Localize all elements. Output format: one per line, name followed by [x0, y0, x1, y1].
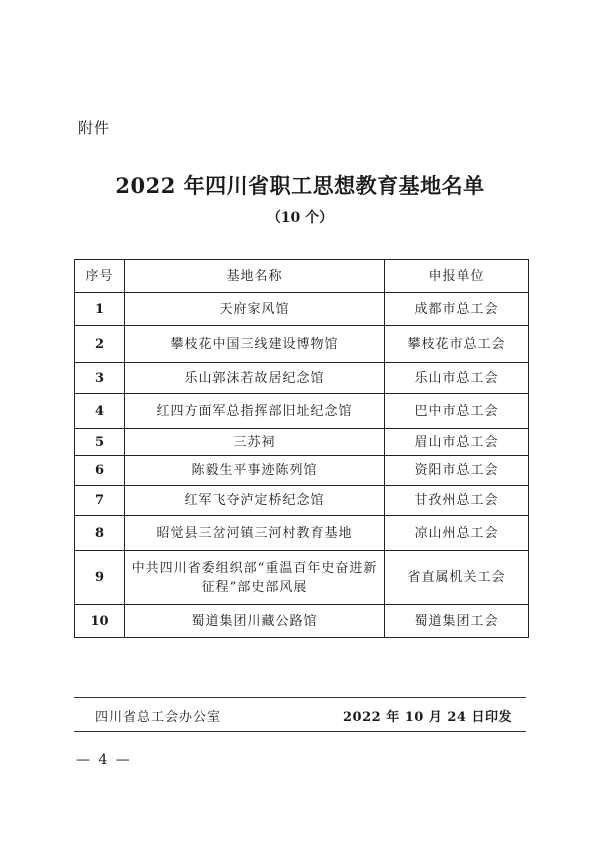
issue-date: 2022 年 10 月 24 日印发	[343, 710, 512, 725]
document-title: 2022 年四川省职工思想教育基地名单	[115, 173, 485, 198]
row-unit: 省直属机关工会	[385, 551, 529, 605]
row-base-name: 陈毅生平事迹陈列馆	[125, 456, 385, 486]
footer-bottom-rule	[74, 731, 526, 732]
table-row	[75, 516, 529, 551]
row-unit: 凉山州总工会	[385, 516, 529, 551]
row-serial: 2	[75, 326, 125, 363]
row-serial: 3	[75, 363, 125, 394]
table-row	[75, 605, 529, 638]
table-row	[75, 551, 529, 605]
row-unit: 甘孜州总工会	[385, 486, 529, 516]
row-serial: 7	[75, 486, 125, 516]
table-row	[75, 326, 529, 363]
table-row	[75, 456, 529, 486]
table-row	[75, 293, 529, 326]
row-unit: 攀枝花市总工会	[385, 326, 529, 363]
header-unit: 申报单位	[385, 260, 529, 293]
row-base-name: 攀枝花中国三线建设博物馆	[125, 326, 385, 363]
header-base-name: 基地名称	[125, 260, 385, 293]
row-base-name: 三苏祠	[125, 429, 385, 456]
row-serial: 5	[75, 429, 125, 456]
row-base-name: 红四方面军总指挥部旧址纪念馆	[125, 394, 385, 429]
row-serial: 9	[75, 551, 125, 605]
row-serial: 1	[75, 293, 125, 326]
issuing-office: 四川省总工会办公室	[95, 710, 222, 725]
page-number: — 4 —	[76, 752, 132, 768]
row-unit: 乐山市总工会	[385, 363, 529, 394]
row-unit: 巴中市总工会	[385, 394, 529, 429]
footer-top-rule	[74, 697, 526, 698]
row-unit: 成都市总工会	[385, 293, 529, 326]
row-base-name: 蜀道集团川藏公路馆	[125, 605, 385, 638]
attachment-label: 附件	[78, 119, 111, 137]
row-serial: 4	[75, 394, 125, 429]
row-base-name: 天府家风馆	[125, 293, 385, 326]
row-base-name: 中共四川省委组织部“重温百年史奋进新征程”部史部风展	[125, 551, 385, 605]
row-unit: 资阳市总工会	[385, 456, 529, 486]
row-serial: 10	[75, 605, 125, 638]
row-serial: 6	[75, 456, 125, 486]
document-subtitle: （10 个）	[266, 210, 334, 226]
base-list-table	[74, 259, 529, 638]
table-row	[75, 486, 529, 516]
table-row	[75, 429, 529, 456]
table-row	[75, 394, 529, 429]
header-serial: 序号	[75, 260, 125, 293]
row-base-name: 红军飞夺泸定桥纪念馆	[125, 486, 385, 516]
table-header-row	[75, 260, 529, 293]
table-row	[75, 363, 529, 394]
row-base-name: 昭觉县三岔河镇三河村教育基地	[125, 516, 385, 551]
row-serial: 8	[75, 516, 125, 551]
row-base-name: 乐山郭沫若故居纪念馆	[125, 363, 385, 394]
row-unit: 眉山市总工会	[385, 429, 529, 456]
row-unit: 蜀道集团工会	[385, 605, 529, 638]
